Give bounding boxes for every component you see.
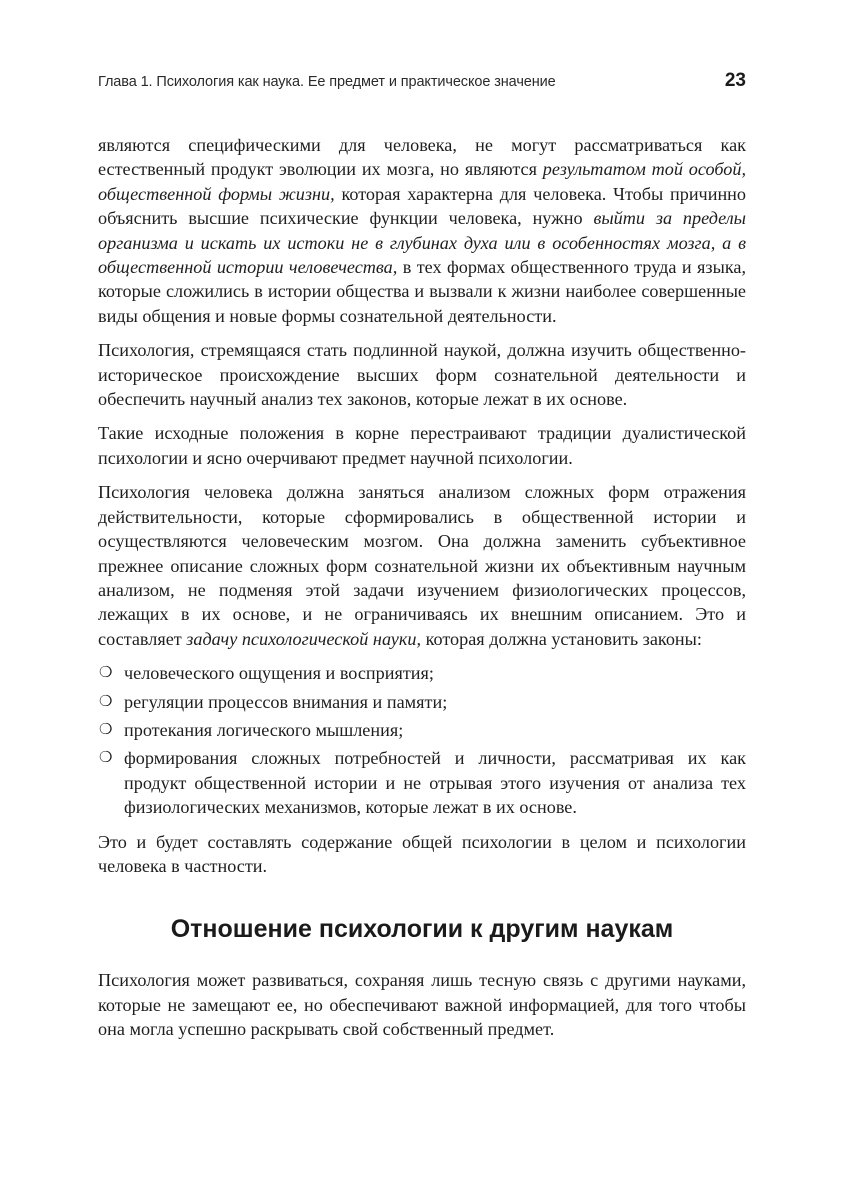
ring-bullet-icon: ❍ [99, 665, 113, 682]
paragraph-4-text-a: Психология человека должна заняться анализом сложных форм отражения действительности, которые сформировались в общественной истории и осуществляются человеческим мозгом. Она должна заменить субъективное прежнее описание сложных форм сознательной жизни их объективным научным анализом, не подменяя этой задачи изучением физиологических процессов, лежащих в их основе, и не ограничиваясь их внешним описанием. Это и составляет [98, 482, 746, 649]
paragraph-1 [98, 133, 746, 328]
list-item-text: регуляции процессов внимания и памяти; [124, 691, 448, 712]
list-item-text: формирования сложных потребностей и личности, рассматривая их как продукт общественной истории и не отрывая этого изучения от анализа тех физиологических механизмов, которые лежат в их основе. [124, 748, 746, 818]
paragraph-1-emphasis-a: результатом той особой, общественной формы жизни, [98, 159, 746, 204]
ring-bullet-icon: ❍ [99, 721, 113, 738]
chapter-title: Глава 1. Психология как наука. Ее предмет и практическое значение [98, 74, 556, 90]
paragraph-2: Психология, стремящаяся стать подлинной наукой, должна изучить общественно-историческое происхождение высших форм сознательной деятельности и обеспечить научный анализ тех законов, которые лежат в их основе. [98, 340, 746, 410]
list-item-text: человеческого ощущения и восприятия; [124, 663, 434, 684]
ring-bullet-icon: ❍ [99, 693, 113, 710]
running-header [98, 70, 746, 92]
body-text [98, 133, 746, 1052]
paragraph-4-emphasis: задачу психологической науки, [186, 628, 422, 649]
paragraph-5: Это и будет составлять содержание общей психологии в целом и психологии человека в частности. [98, 831, 746, 876]
paragraph-4-text-b: которая должна установить законы: [421, 628, 702, 649]
section-paragraph-1: Психология может развиваться, сохраняя лишь тесную связь с другими науками, которые не замещают ее, но обеспечивают важной информацией, для того чтобы она могла успешно раскрывать свой собственный предмет. [98, 970, 746, 1040]
laws-list [98, 661, 746, 819]
paragraph-4 [98, 480, 746, 651]
list-item [98, 746, 746, 819]
list-item [98, 718, 746, 742]
list-item [98, 690, 746, 714]
paragraph-1-emphasis-b: выйти за пределы организма и искать их истоки не в глубинах духа или в особенностях мозга, а в общественной истории человечества, [98, 208, 747, 278]
paragraph-1-text-b: которая характерна для человека. Чтобы причинно объяснить высшие психические функции человека, нужно [98, 183, 747, 229]
section-heading: Отношение психологии к другим наукам [170, 915, 674, 944]
paragraph-1-text-c: в тех формах общественного труда и языка, которые сложились в истории общества и вызвали к жизни наиболее совершенные виды общения и новые формы сознательной деятельности. [98, 257, 746, 326]
list-item [98, 661, 746, 685]
paragraph-3: Такие исходные положения в корне перестраивают традиции дуалистической психологии и ясно очерчивают предмет научной психологии. [98, 423, 746, 468]
ring-bullet-icon: ❍ [99, 750, 113, 767]
list-item-text: протекания логического мышления; [124, 719, 404, 740]
page-number: 23 [724, 70, 746, 91]
paragraph-1-text-a: являются специфическими для человека, не могут рассматриваться как естественный продукт эволюции их мозга, но являются [98, 135, 746, 180]
